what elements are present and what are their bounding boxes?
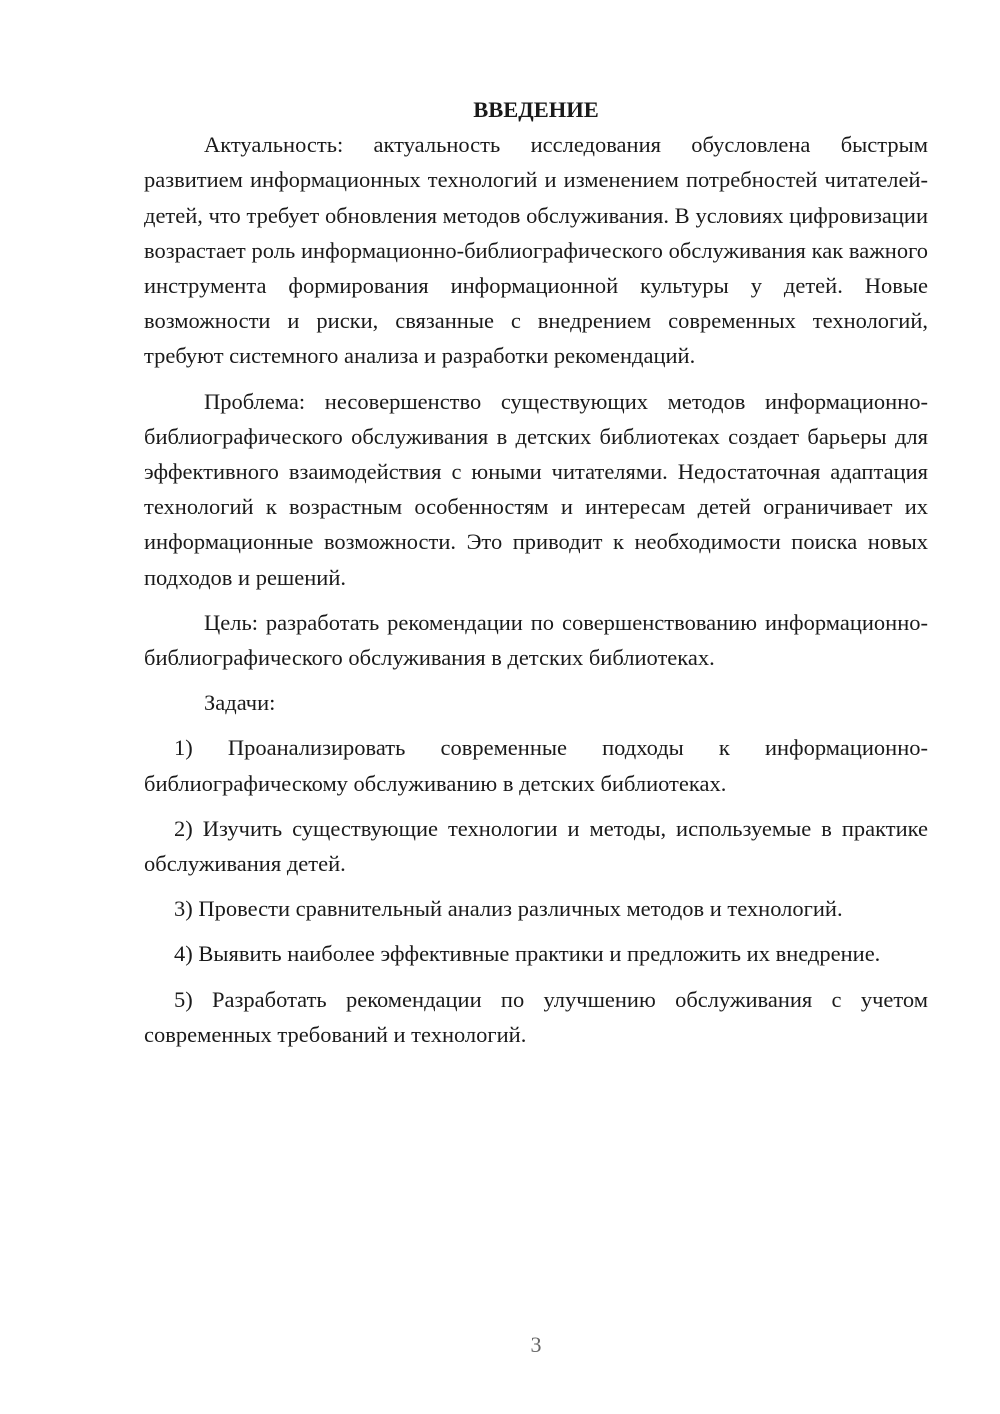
- task-item-5: 5) Разработать рекомендации по улучшению обслуживания с учетом современных требований и технологий.: [144, 986, 928, 1047]
- paragraph-tasks-label: Задачи:: [204, 690, 276, 716]
- page-number: 3: [530, 1332, 542, 1357]
- section-heading: ВВЕДЕНИЕ: [473, 97, 599, 122]
- page-content: [144, 92, 928, 1062]
- paragraph-goal: Цель: разработать рекомендации по совершенствованию информационно-библиографического обслуживания в детских библиотеках.: [144, 609, 928, 671]
- paragraph-problem: Проблема: несовершенство существующих методов информационно-библиографического обслуживания в детских библиотеках создает барьеры для эффективного взаимодействия с юными читателями. Недостаточная адаптация технологий к возрастным особенностям и интересам детей ограничивает их информационные возможности. Это приводит к необходимости поиска новых подходов и решений.: [144, 388, 928, 590]
- task-item-3: 3) Провести сравнительный анализ различных методов и технологий.: [174, 896, 843, 922]
- task-item-1: 1) Проанализировать современные подходы к информационно-библиографическому обслуживанию в детских библиотеках.: [144, 735, 928, 796]
- task-item-4: 4) Выявить наиболее эффективные практики и предложить их внедрение.: [174, 941, 881, 967]
- paragraph-relevance: Актуальность: актуальность исследования обусловлена быстрым развитием информационных технологий и изменением потребностей читателей-детей, что требует обновления методов обслуживания. В условиях цифровизации возрастает роль информационно-библиографического обслуживания как важного инструмента формирования информационной культуры у детей. Новые возможности и риски, связанные с внедрением современных технологий, требуют системного анализа и разработки рекомендаций.: [144, 132, 928, 369]
- task-item-2: 2) Изучить существующие технологии и методы, используемые в практике обслуживания детей.: [144, 815, 928, 877]
